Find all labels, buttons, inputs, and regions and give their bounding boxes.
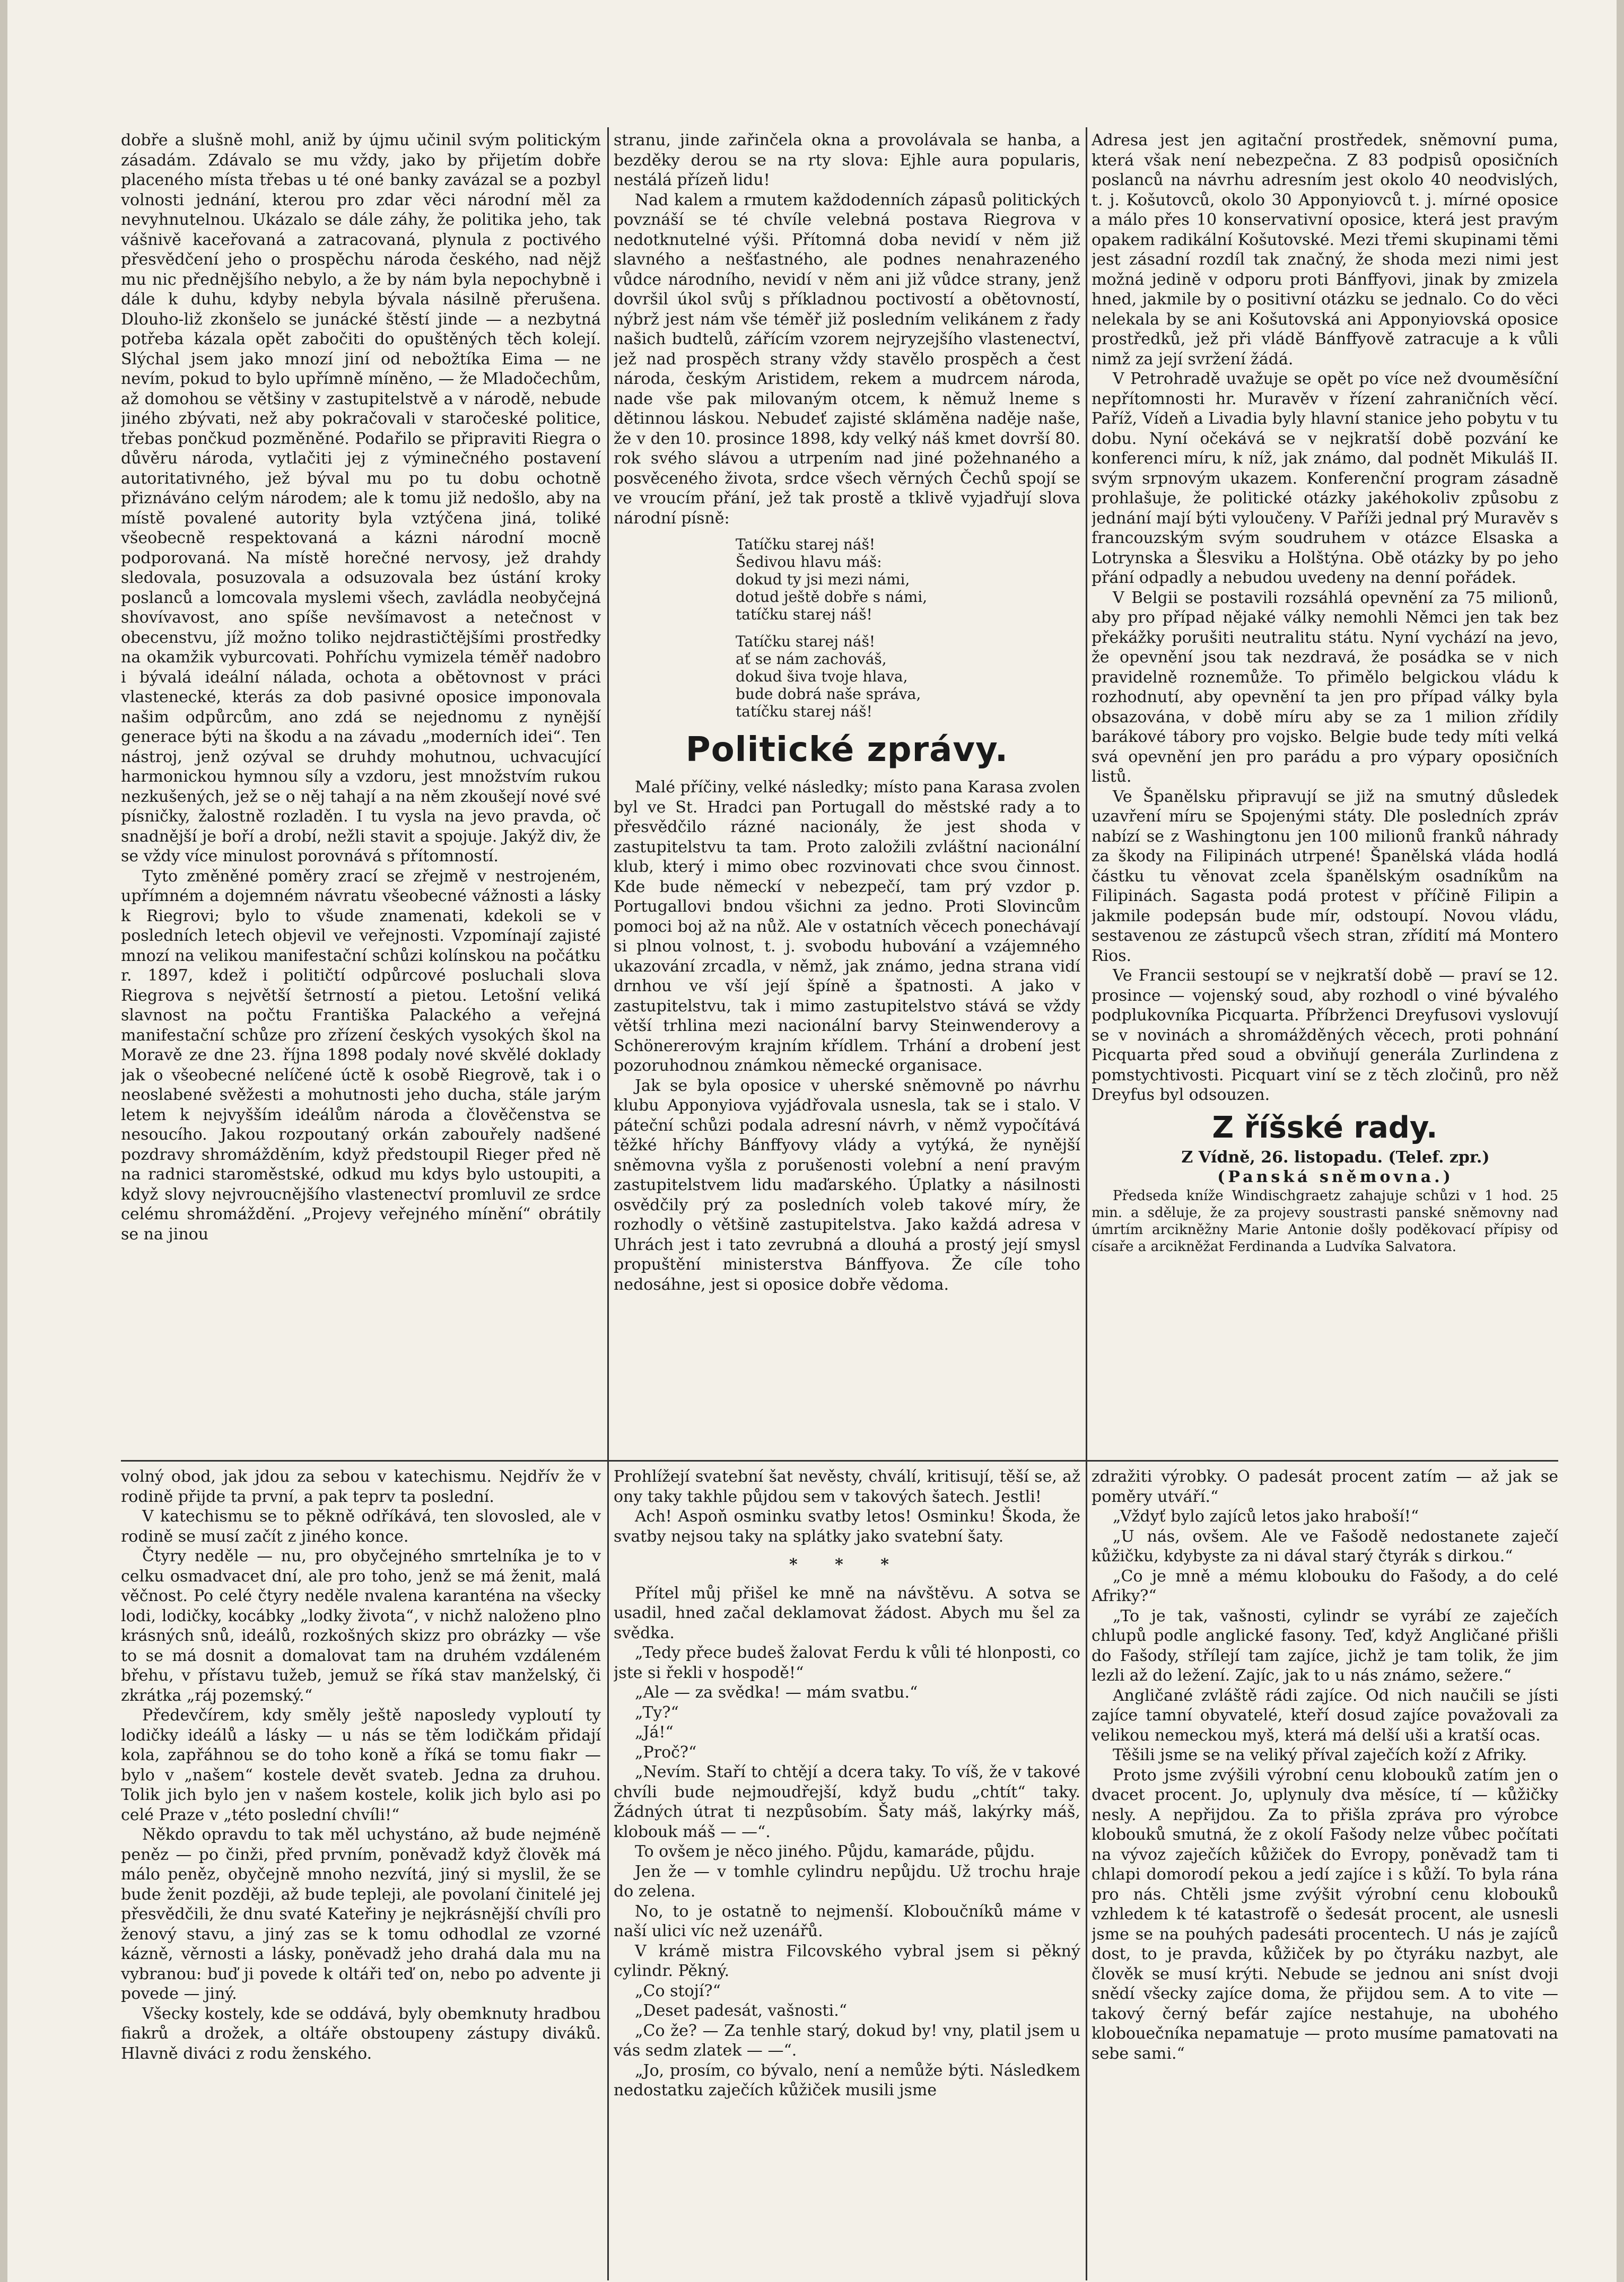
poem-line: dokud šiva tvoje hlava, <box>736 668 908 685</box>
column-rule-2 <box>1086 127 1087 2280</box>
poem-line: tatíčku starej náš! <box>736 606 872 623</box>
article-paragraph: stranu, jinde zařinčela okna a provolávala se hanba, a bezděky derou se na rty slova: Ejhle aura popularis, nestálá přízeň lidu! <box>614 131 1080 189</box>
article-paragraph: „Proč?“ <box>635 1743 697 1762</box>
top-column-3 <box>1092 130 1558 1456</box>
article-paragraph: Angličané zvláště rádi zajíce. Od nich naučili se jísti zajíce tamní obyvatelé, kteří dosud zajíce považovali za velikou nemeckou myš, která má delší uši a kratší ocas. <box>1092 1686 1558 1745</box>
scan-edge-right <box>1617 0 1624 2282</box>
poem-line: ať se nám zachováš, <box>736 650 887 668</box>
article-paragraph: „Já!“ <box>635 1723 674 1742</box>
poem <box>736 536 1080 720</box>
article-paragraph: „U nás, ovšem. Ale ve Fašodě nedostanete zaječí kůžičku, kdybyste za ni dával starý čtyrák s dirkou.“ <box>1092 1527 1558 1566</box>
article-paragraph: zdražiti výrobky. O padesát procent zatím — až jak se poměry utváří.“ <box>1092 1467 1558 1506</box>
poem-line: tatíčku starej náš! <box>736 703 872 720</box>
poem-stanza <box>736 633 1080 720</box>
heading-z-risske-rady: Z říšské rady. <box>1212 1110 1438 1145</box>
top-column-2 <box>614 130 1080 1456</box>
article-paragraph: To ovšem je něco jiného. Půjdu, kamaráde, půjdu. <box>635 1842 1035 1861</box>
section-break-asterisks: * * * <box>789 1555 905 1574</box>
article-paragraph: Ach! Aspoň osminku svatby letos! Osminku! Škoda, že svatby nejsou taky na splátky jako svatební šaty. <box>614 1507 1080 1546</box>
bottom-column-2 <box>614 1467 1080 2262</box>
article-paragraph: dobře a slušně mohl, aniž by újmu učinil svým politickým zásadám. Zdávalo se mu vždy, jako by přijetím dobře placeného místa třebas u té oné banky zavázal se a pozbyl volnosti jednání, kterou pro zdar věci národní měl za nevyhnutelnou. Ukázalo se dále záhy, že politika jeho, tak vášnivě kaceřovaná a zatracovaná, plynula z poctivého přesvědčení jeho o prospěchu národa českého, nad nějž mu nic přednějšího nebylo, a že by nám byla nepochybně i dále k duhu, kdyby nebyla bývala násilně přerušena. Dlouho-liž zkonšelo se junácké štěstí jinde — a nezbytná potřeba kázala opět zabočiti do opuštěných těch kolejí. Slýchal jsem jako mnozí jiní od nebožtíka Eima — ne nevím, pokud to bylo upřímně míněno, — že Mladočechům, až domohou se většiny v zastupitelstvě a v národě, nebude jiného zbývati, než aby pokračovali v staročeské politice, třebas pončkud pozměněné. Podařilo se připraviti Riegra o důvěru národa, vytlačiti jej z výminečného postavení autoritativného, jež býval mu po tu dobu ochotně přiznáváno celým národem; ale k tomu již nedošlo, aby na místě povalené autority byla vztýčena jiná, toliké všeobecně respektovaná a kázni národní mocně podporovaná. Na místě horečné nervosy, jež drahdy sledovala, posuzovala a odsuzovala bez ústání kroky poslanců a lomcovala myslemi všech, zavládla neobyčejná shovívavost, ano spíše nevšímavost a netečnost v obecenstvu, jíž možno toliko nejdrastičtějšími prostředky na okamžik vyburcovati. Pohříchu vymizela téměř nadobro i bývalá ideální nálada, ochota a obětovnost v práci vlastenecké, kterás za dob pasivné oposice imponovala našim odpůrcům, ano zdá se nejednomu z nynější generace býti na škodu a na závadu „moderních idei“. Ten nástroj, jenž ozýval se druhdy mohutnou, uchvacující harmonickou hymnou síly a vzdoru, jest množstvím rukou nezkušených, jež se o něj tahají a na něm zkoušejí nové své písničky, žalostně rozladěn. I tu vysla na jevo pravda, oč snadnější je boří a drobí, nežli stavit a spojuje. Jakýž div, že se vždy více minulost porovnává s přítomností. <box>121 131 601 865</box>
article-paragraph: „Co že? — Za tenhle starý, dokud by! vny, platil jsem u vás sedm zlatek — —“. <box>614 2021 1080 2060</box>
article-paragraph: „Ty?“ <box>635 1703 679 1722</box>
article-paragraph: Nad kalem a rmutem každodenních zápasů politických povznáší se té chvíle velebná postava Riegrova v nedotknutelné výši. Přítomná doba nevidí v něm již slavného a nešťastného, ale podnes nenahrazeného vůdce národního, nevidí v něm ani již vůdce strany, jenž dovršil úkol svůj s příkladnou poctivostí a obětovností, nýbrž jest nám vše téměř již posledním velikánem z řady našich budtelů, zářícím vzorem nejryzejšího vlastenectví, jež nad prospěch strany vždy stavělo prospěch a čest národa, českým Aristidem, rekem a mudrcem národa, nade vše pak milovaným otcem, k němuž lneme s dětinnou láskou. Nebudeť zajisté skláměna naděje naše, že v den 10. prosince 1898, kdy velký náš kmet dovrší 80. rok svého slávou a utrpením nad jiné požehnaného a posvěceného života, srdce všech věrných Čechů spojí se ve vroucím přání, jež tak prostě a tklivě vyjadřují slova národní písně: <box>614 190 1080 528</box>
article-paragraph: Předevčírem, kdy směly ještě naposledy vyploutí ty lodičky ideálů a lásky — u nás se těm lodičkám přidají kola, zapřáhnou se do toho koně a říká se tomu fiakr — bylo v „našem“ kostele devět svateb. Jedna za druhou. Tolik jich bylo jen v našem kostele, kolik jich bylo asi po celé Praze v „této poslední chvíli!“ <box>121 1706 601 1824</box>
article-paragraph: V Belgii se postavili rozsáhlá opevnění za 75 milionů, aby pro případ nějaké války nemohli Němci jen tak bez překážky porušiti neutralitu státu. Nyní vychází na jevo, že opevnění jsou tak nezdravá, že posádka se v nich pravidelně roznemůže. To přimělo belgickou vládu k rozhodnutí, aby opevnění ta jen pro případ války byla obsazována, v době míru aby se za 1 milion zřídily barákové tábory pro vojsko. Belgie bude tedy míti velká svá opevnění jen pro parádu a pro výpary oposičních listů. <box>1092 588 1558 786</box>
poem-line: dotud ještě dobře s námi, <box>736 588 928 606</box>
article-paragraph: volný obod, jak jdou za sebou v katechismu. Nejdřív že v rodině přijde ta první, a pak teprv ta poslední. <box>121 1467 601 1506</box>
article-paragraph: „Jo, prosím, co bývalo, není a nemůže býti. Následkem nedostatku zaječích kůžiček musili jsme <box>614 2061 1080 2100</box>
heading-politicke-zpravy: Politické zprávy. <box>685 730 1009 770</box>
article-paragraph: Ve Francii sestoupí se v nejkratší době — praví se 12. prosince — vojenský soud, aby rozhodl o viné bývalého podplukovníka Picquarta. Příbrženci Dreyfusovi vyslovují se v novinách a shromážděných věcech, proti pohnání Picquarta před soud a obviňují generála Zurlindena z pomstychtivosti. Picquart viní se z těch zločinů, pro něž Dreyfus byl odsouzen. <box>1092 966 1558 1104</box>
article-paragraph: „Tedy přece budeš žalovat Ferdu k vůli té hlonposti, co jste si řekli v hospodě!“ <box>614 1643 1080 1682</box>
poem-line: bude dobrá naše správa, <box>736 685 921 703</box>
article-paragraph: Těšili jsme se na veliký příval zaječích koží z Afriky. <box>1113 1746 1527 1764</box>
article-paragraph: Všecky kostely, kde se oddává, byly obemknuty hradbou fiakrů a drožek, a oltáře obstoupeny zástupy diváků. Hlavně diváci z rodu ženského. <box>121 2004 601 2063</box>
article-paragraph: „Co je mně a mému klobouku do Fašody, a do celé Afriky?“ <box>1092 1567 1558 1605</box>
poem-line: Tatíčku starej náš! <box>736 633 876 650</box>
dateline: Z Vídně, 26. listopadu. (Telef. zpr.) <box>1181 1148 1490 1167</box>
article-paragraph: V katechismu se to pěkně odříkává, ten slovosled, ale v rodině se musí začít z jiného konce. <box>121 1507 601 1546</box>
article-paragraph: „Vždyť bylo zajíců letos jako hraboší!“ <box>1113 1507 1419 1526</box>
article-paragraph: „Deset padesát, vašnosti.“ <box>635 2001 848 2020</box>
article-paragraph: No, to je ostatně to nejmenší. Kloboučníků máme v naší ulici víc než uzenářů. <box>614 1902 1080 1940</box>
poem-line: dokud ty jsi mezi námi, <box>736 571 910 588</box>
article-paragraph: Čtyry neděle — nu, pro obyčejného smrtelníka je to v celku osmadvacet dní, ale pro toho, jenž se má ženit, malá věčnost. Po celé čtyry neděle nvalena karanténa na všecky lodi, lodičky, kocábky „lodky života“, v nichž naloženo plno krásných snů, ideálů, rozkošných skizz pro obrázky — vše to se má dosnit a domalovat tam na druhém vzdáleném břehu, v přístavu tužeb, jemuž se říká stav manželský, či zkrátka „ráj pozemský.“ <box>121 1547 601 1705</box>
article-paragraph: Jen že — v tomhle cylindru nepůjdu. Už trochu hraje do zelena. <box>614 1862 1080 1901</box>
article-paragraph: Tyto změněné poměry zrací se zřejmě v nestrojeném, upřímném a dojemném návratu všeobecné vážnosti a lásky k Riegrovi; bylo to všude znamenati, kdekoli se v posledních letech objevil ve veřejnosti. Vzpomínají zajisté mnozí na velikou manifestační schůzi kolínskou na počátku r. 1897, kdež i političtí odpůrcové posluchali slova Riegrova s největší šetrností a pietou. Letošní veliká slavnost na počtu Františka Palackého a veřejná manifestační schůze pro zřízení českých vysokých škol na Moravě ze dne 23. října 1898 podaly nové skvělé doklady jak o všeobecné nelíčené úctě k osobě Riegrově, tak i o neoslabené svěžesti a mohutnosti jeho ducha, stále jarým letem k nejvyšším ideálům národa a člověčenstva se nesoucího. Jakou rozpoutaný orkán zabouřely nadšené pozdravy shromážděním, když předstoupil Rieger před ně na radnici staroměstské, odkud mu kdys bylo ustoupiti, a když slovy nejvroucnějšího vlastenectví promluvil ze srdce celému shromáždění. „Projevy veřejného mínění“ obrátily se na jinou <box>121 867 601 1244</box>
article-paragraph: V krámě mistra Filcovského vybral jsem si pěkný cylindr. Pěkný. <box>614 1942 1080 1980</box>
bottom-column-1 <box>121 1467 601 2262</box>
poem-line: Tatíčku starej náš! <box>736 536 876 553</box>
article-paragraph: Někdo opravdu to tak měl uchystáno, až bude nejméně peněz — po činži, před prvním, poněvadž když člověk má málo peněz, obyčejně mnoho nezvítá, jiný si myslil, že se bude ženit později, až bude tepleji, ale povolaní činitelé jej přesvědčili, že dnu svaté Kateřiny je nejkrásnější chvíli pro ženový stavu, a jiný zas se k tomu odhodlal ze vzorné kázně, věrnosti a lásky, poněvadž jeho drahá dala mu na vybranou: buď ji povede k oltáři teď on, nebo po advente ji povede — jiný. <box>121 1825 601 2003</box>
subheading-panska-snemovna: (Panská sněmovna.) <box>1217 1168 1454 1186</box>
column-rule-1 <box>607 127 609 2280</box>
article-paragraph: „Co stojí?“ <box>635 1981 721 2000</box>
poem-stanza <box>736 536 1080 623</box>
article-paragraph: Ve Španělsku připravují se již na smutný důsledek uzavření míru se Spojenými státy. Dle posledních zpráv nabízí se z Washingtonu jen 100 milionů franků náhrady za škody na Filipinách utrpené! Španělská vláda hodlá částku tu věnovat zcela španělským osadníkům na Filipinách. Sagasta podá protest v příčině Filipin a jakmile podepsán bude mír, odstoupí. Novou vládu, sestavenou ze zástupců všech stran, zřídití má Montero Rios. <box>1092 787 1558 965</box>
article-paragraph: Prohlížejí svatební šat nevěsty, chválí, kritisují, těší se, až ony taky takhle půjdou sem v takových šatech. Jestli! <box>614 1467 1080 1506</box>
article-paragraph: „Ale — za svědka! — mám svatbu.“ <box>635 1683 918 1702</box>
article-paragraph: Přítel můj přišel ke mně na návštěvu. A sotva se usadil, hned začal deklamovat žádost. Abych mu šel za svědka. <box>614 1584 1080 1642</box>
feuilleton-separator <box>121 1460 1558 1462</box>
article-paragraph: „Nevím. Staří to chtějí a dcera taky. To víš, že v takové chvíli bude nejmoudřejší, když budu „chtít“ taky. Žádných útrat ti nezpůsobím. Šaty máš, lakýrky máš, klobouk máš — —“. <box>614 1763 1080 1841</box>
article-paragraph: Předseda kníže Windischgraetz zahajuje schůzi v 1 hod. 25 min. a sděluje, že za projevy soustrasti panské sněmovny nad úmrtím arcikněžny Marie Antonie došly poděkovací přípisy od císaře a arcikněžat Ferdinanda a Ludvíka Salvatora. <box>1092 1187 1558 1255</box>
top-column-1 <box>121 130 601 1456</box>
scan-edge-left <box>0 0 7 2282</box>
article-paragraph: Jak se byla oposice v uherské sněmovně po návrhu klubu Apponyiova vyjádřovala usnesla, tak se i stalo. V páteční schůzi podala adresní návrh, v němž vypočítává těžké hříchy Bánffyovy vlády a vytýká, že nynější sněmovna vyšla z porušenosti volební a není pravým zastupitelstvem lidu maďarského. Úplatky a násilnosti osvědčily prý za posledních voleb takové míry, že rozhodly o většině zastupitelstva. Jako každá adresa v Uhrách jest i tato zevrubná a dlouhá a prostý její smysl propuštění ministerstva Bánffyova. Že cíle toho nedosáhne, jest si oposice dobře vědoma. <box>614 1076 1080 1294</box>
article-paragraph: „To je tak, vašnosti, cylindr se vyrábí ze zaječích chlupů podle anglické fasony. Teď, když Angličané přišli do Fašody, střílejí tam zajíce, jichž je tam tolik, že jim lezli až do ležení. Zajíc, jak to u nás známo, sežere.“ <box>1092 1606 1558 1685</box>
article-paragraph: V Petrohradě uvažuje se opět po více než dvouměsíční nepřítomnosti hr. Muravěv v řízení zahraničních věcí. Paříž, Vídeň a Livadia byly hlavní stanice jeho pobytu v tu dobu. Nyní očekává se v nejkratší době pozvání ke konferenci míru, k níž, jak známo, dal podnět Mikuláš II. svým srpnovým ukazem. Konferenční program zásadně prohlašuje, že politické otázky jakéhokoliv způsobu z jednání mají býti vyloučeny. V Paříži jednal prý Muravěv s francouzským svým soudruhem v otázce Elsaska a Lotrynska a Šlesviku a Holštýna. Obě otázky by po jeho přání odpadly a nebudou uvedeny na denní pořádek. <box>1092 370 1558 587</box>
article-paragraph: Proto jsme zvýšili výrobní cenu klobouků zatím jen o dvacet procent. Jo, uplynuly dva měsíce, tí — kůžičky nesly. A nepřijdou. Za to přišla zpráva pro výrobce klobouků smutná, že z okolí Fašody nelze vůbec počítati na vývoz zaječích kůžiček do Evropy, poněvadž tam ti chlapi domorodí pekou a jedí zajíce i s kůží. To byla rána pro nás. Chtěli jsme zvýšit výrobní cenu klobouků vzhledem k té katastrofě o šedesát procent, ale usnesli jsme se na pouhých padesáti procentech. U nás je zajíců dost, to je pravda, kůžiček by po čtyráku nazbyt, ale člověk se musí krýti. Nebude se jednou ani sníst dvoji snědí všecky zajíce doma, že přijdou sem. A to vite — takový černý befár zajíce nestahuje, na ubohého klobouečníka nepamatuje — proto musíme pamatovati na sebe sami.“ <box>1092 1765 1558 2063</box>
bottom-column-3 <box>1092 1467 1558 2262</box>
article-paragraph: Adresa jest jen agitační prostředek, sněmovní puma, která však není nebezpečna. Z 83 podpisů oposičních poslanců na návrhu adresním jest okolo 40 neodvislých, t. j. Košutovců, okolo 30 Apponyiovců t. j. mírné oposice a málo přes 10 konservativní oposice, která jest pravým opakem radikální Košutovské. Mezi třemi skupinami těmi jest zásadní rozdíl tak značný, že shoda mezi nimi jest možná jedině v odporu proti Bánffyovi, jinak by zmizela hned, jakmile by o positivní otázku se jednalo. Co do věci nelekala by se ani Košutovská ani Apponyiovská oposice prostředků, jež při vládě Bánffyově zatracuje a k vůli nimž za její svržení žádá. <box>1092 131 1558 369</box>
poem-line: Šedivou hlavu máš: <box>736 553 882 571</box>
article-paragraph: Malé příčiny, velké následky; místo pana Karasa zvolen byl ve St. Hradci pan Portugall do městské rady a to přesvědčilo rázné nacionály, že jest shoda v zastupitelstvu ta tam. Proto založili zvláštní nacionální klub, který i mimo obec rozvinovati chce svou činnost. Kde bude německí v nebezpečí, tam prý vzdor p. Portugallovi bndou všichni za jedno. Proti Slovincům pomoci boj až na nůž. Ale v ostatních věcech ponechávají si plnou volnost, t. j. svobodu hubování a vzájemného ukazování zrcadla, v němž, jak známo, jedna strana vidí drnhou ve vší její špíně a špatnosti. A jako v zastupitelstvu, tak i mimo zastupitelstvo stává se vždy větší trhlina mezi nacionální barvy Steinwenderovy a Schönererovým krajním křídlem. Trhání a drobení jest pozoruhodnou známkou německé organisace. <box>614 778 1080 1075</box>
